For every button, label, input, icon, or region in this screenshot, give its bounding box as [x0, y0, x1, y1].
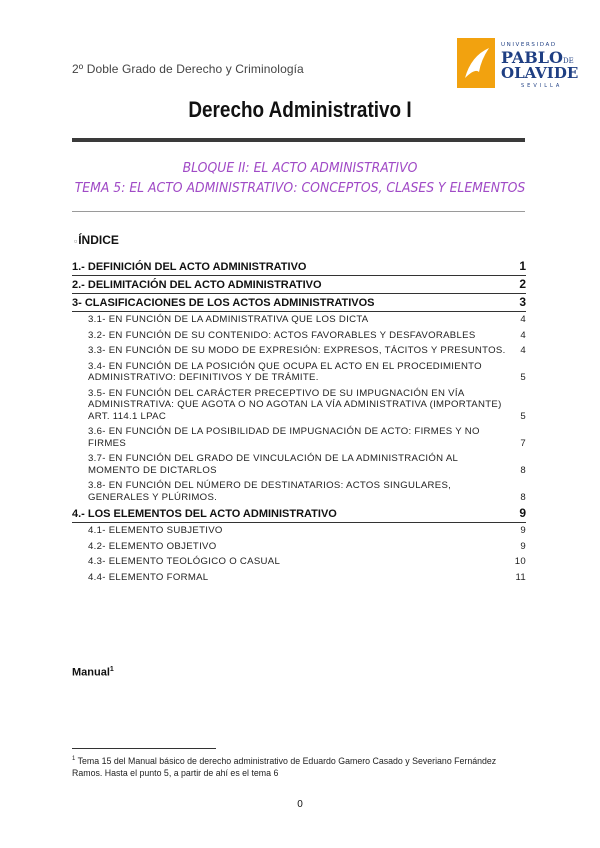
- toc-subentry[interactable]: [72, 539, 526, 555]
- toc-subentry-text: 4.4- ELEMENTO FORMAL: [88, 571, 209, 583]
- title-divider: [72, 138, 525, 142]
- toc-subentry-text: 4.1- ELEMENTO SUBJETIVO: [88, 525, 223, 536]
- toc-subentry-page: 8: [520, 491, 526, 503]
- index-heading-label: ÍNDICE: [78, 233, 119, 247]
- table-of-contents: [72, 258, 526, 585]
- page-number: 0: [297, 799, 303, 810]
- toc-subentry[interactable]: [72, 359, 526, 386]
- toc-subentry[interactable]: [72, 386, 526, 425]
- toc-subentry-text: 4.2- ELEMENTO OBJETIVO: [88, 540, 217, 552]
- toc-subentry-text: 3.1- EN FUNCIÓN DE LA ADMINISTRATIVA QUE LOS DICTA: [88, 314, 369, 325]
- toc-entry-text: 2.- DELIMITACIÓN DEL ACTO ADMINISTRATIVO: [72, 279, 322, 291]
- toc-subentry[interactable]: [72, 570, 526, 586]
- toc-entry-text: 1.- DEFINICIÓN DEL ACTO ADMINISTRATIVO: [72, 261, 307, 273]
- degree-subtitle: 2º Doble Grado de Derecho y Criminología: [72, 62, 304, 76]
- toc-subentry[interactable]: [72, 343, 526, 359]
- manual-text: Manual: [72, 666, 110, 679]
- toc-subentry[interactable]: [72, 424, 526, 451]
- logo-bottom-text: SEVILLA: [521, 83, 563, 88]
- tema-heading: TEMA 5: EL ACTO ADMINISTRATIVO: CONCEPTOS, CLASES Y ELEMENTOS: [74, 180, 526, 196]
- toc-entry-text: 4.- LOS ELEMENTOS DEL ACTO ADMINISTRATIVO: [72, 508, 337, 520]
- toc-subentry-page: 5: [520, 410, 526, 422]
- toc-subentry-text: 4.3- ELEMENTO TEOLÓGICO O CASUAL: [88, 556, 281, 567]
- toc-entry-page: 3: [519, 295, 526, 309]
- toc-subentry-page: 9: [520, 525, 526, 536]
- toc-subentry-page: 4: [520, 314, 526, 325]
- toc-subentry-text: 3.8- EN FUNCIÓN DEL NÚMERO DE DESTINATARIOS: ACTOS SINGULARES, GENERALES Y PLÚRIMOS.: [88, 480, 452, 503]
- toc-entry[interactable]: [72, 294, 526, 312]
- toc-subentry[interactable]: [72, 554, 526, 570]
- logo-small-text: DE: [563, 57, 574, 65]
- toc-entry-page: 1: [519, 259, 526, 273]
- toc-subentry-text: 3.5- EN FUNCIÓN DEL CARÁCTER PRECEPTIVO DE SU IMPUGNACIÓN EN VÍA ADMINISTRATIVA: QUE AGOTA O NO AGOTAN LA VÍA ADMINISTRATIVA (IMPORTANTE) ART. 114.1 LPAC: [88, 387, 502, 422]
- toc-entry[interactable]: [72, 276, 526, 294]
- bloque-heading: BLOQUE II: EL ACTO ADMINISTRATIVO: [182, 160, 418, 176]
- toc-subentry-text: 3.4- EN FUNCIÓN DE LA POSICIÓN QUE OCUPA EL ACTO EN EL PROCEDIMIENTO ADMINISTRATIVO: DEFINITIVOS Y DE TRÁMITE.: [88, 360, 482, 383]
- toc-entry[interactable]: [72, 505, 526, 523]
- document-title: Derecho Administrativo I: [188, 97, 412, 122]
- toc-subentry-page: 11: [515, 571, 526, 583]
- toc-subentry-page: 8: [520, 464, 526, 476]
- toc-entry-text: 3- CLASIFICACIONES DE LOS ACTOS ADMINISTRATIVOS: [72, 297, 375, 309]
- toc-subentry[interactable]: [72, 478, 526, 505]
- logo-top-text: UNIVERSIDAD: [501, 42, 557, 48]
- heading-divider: [72, 211, 525, 212]
- index-heading: [74, 233, 119, 247]
- toc-subentry-page: 10: [514, 556, 526, 567]
- toc-subentry-page: 4: [520, 329, 526, 341]
- toc-subentry-text: 3.7- EN FUNCIÓN DEL GRADO DE VINCULACIÓN DE LA ADMINISTRACIÓN AL MOMENTO DE DICTARLOS: [88, 453, 458, 476]
- toc-subentry-text: 3.3- EN FUNCIÓN DE SU MODO DE EXPRESIÓN: EXPRESOS, TÁCITOS Y PRESUNTOS.: [88, 345, 506, 356]
- logo-line2: OLAVIDE: [501, 64, 579, 82]
- toc-subentry-page: 7: [520, 437, 526, 449]
- manual-label: [72, 666, 114, 679]
- university-logo: [457, 38, 579, 88]
- bullet-icon: ▫: [74, 236, 78, 246]
- toc-entry[interactable]: [72, 258, 526, 276]
- footnote-mark: 1: [72, 756, 76, 762]
- footnote-divider: [72, 748, 216, 749]
- toc-subentry[interactable]: [72, 451, 526, 478]
- toc-entry-page: 9: [519, 506, 526, 520]
- toc-entry-page: 2: [519, 277, 526, 291]
- toc-subentry[interactable]: [72, 523, 526, 539]
- toc-subentry-page: 4: [520, 345, 526, 356]
- logo-line1: PABLO: [501, 48, 563, 67]
- footnote: [72, 753, 522, 779]
- toc-subentry[interactable]: [72, 328, 526, 344]
- toc-subentry-text: 3.6- EN FUNCIÓN DE LA POSIBILIDAD DE IMPUGNACIÓN DE ACTO: FIRMES Y NO FIRMES: [88, 426, 480, 449]
- toc-subentry[interactable]: [72, 312, 526, 328]
- toc-subentry-page: 5: [520, 372, 526, 383]
- toc-subentry-page: 9: [520, 540, 526, 552]
- toc-subentry-text: 3.2- EN FUNCIÓN DE SU CONTENIDO: ACTOS FAVORABLES Y DESFAVORABLES: [88, 329, 476, 341]
- footnote-reference[interactable]: 1: [109, 666, 114, 673]
- footnote-text: Tema 15 del Manual básico de derecho administrativo de Eduardo Gamero Casado y Severiano Fernández Ramos. Hasta el punto 5, a partir de ahí es el tema 6: [72, 755, 497, 778]
